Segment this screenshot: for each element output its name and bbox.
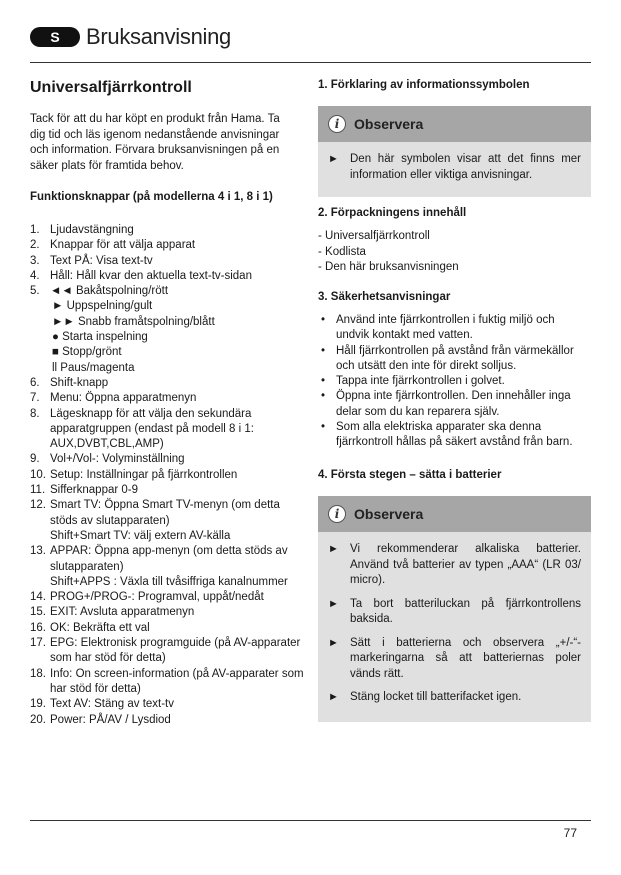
list-item (30, 452, 305, 467)
list-item (30, 667, 305, 698)
list-item (30, 254, 305, 269)
item-text: Håll: Håll kvar den aktuella text-tv-sidan (50, 269, 252, 282)
note-item (328, 152, 581, 183)
item-number: 15. (30, 606, 46, 619)
section-1-title: 1. Förklaring av informationssymbolen (318, 79, 530, 91)
list-item (30, 284, 305, 376)
section-2-title: 2. Förpackningens innehåll (318, 207, 467, 219)
note-text: Ta bort batteriluckan på fjärrkontrollens baksida. (350, 597, 581, 625)
arrow-icon: ► (328, 636, 339, 649)
list-item (30, 605, 305, 620)
safety-item: • Använd inte fjärrkontrollen i fuktig miljö och undvik kontakt med vatten. (318, 313, 591, 344)
item-number: 17. (30, 637, 46, 650)
note-box-1 (318, 106, 591, 197)
item-text: ► Uppspelning/gult (52, 300, 153, 313)
list-item (30, 697, 305, 712)
language-badge: S (30, 27, 80, 47)
item-text: Text PÅ: Visa text-tv (50, 254, 153, 267)
item-text: Smart TV: Öppna Smart TV-menyn (om detta stöds av slutapparaten) (50, 499, 280, 527)
list-item (30, 483, 305, 498)
list-item (30, 544, 305, 590)
list-item (30, 269, 305, 284)
item-text: Text AV: Stäng av text-tv (50, 698, 175, 711)
list-item (30, 376, 305, 391)
list-item (30, 407, 305, 453)
item-text: Info: On screen-information (på AV-apparater som har stöd för detta) (50, 667, 304, 695)
item-text: OK: Bekräfta ett val (50, 621, 150, 634)
list-item (30, 391, 305, 406)
arrow-icon: ► (328, 153, 339, 165)
page-number: 77 (563, 826, 577, 840)
safety-list (318, 313, 591, 451)
item-number: 1. (30, 224, 40, 236)
item-number: 4. (30, 269, 40, 282)
note-box-2-header (318, 496, 591, 532)
item-number: 14. (30, 591, 46, 604)
contents-item: - Kodlista (318, 245, 366, 258)
note-item (328, 690, 581, 706)
item-text: Vol+/Vol-: Volyminställning (50, 453, 185, 466)
item-number: 16. (30, 621, 46, 634)
item-text: EXIT: Avsluta apparatmenyn (50, 606, 195, 619)
item-text: Lägesknapp för att välja den sekundära apparatgruppen (endast på modell 8 i 1: AUX,DVBT,CBL,AMP) (50, 407, 254, 451)
header-rule (30, 62, 591, 63)
package-contents-list (318, 229, 591, 276)
item-text: Ljudavstängning (50, 224, 134, 236)
item-number: 9. (30, 453, 40, 466)
safety-item: • Håll fjärrkontrollen på avstånd från värmekällor och utsätt den inte för direkt solljus. (318, 344, 591, 375)
list-item (30, 713, 305, 728)
item-text: Power: PÅ/AV / Lysdiod (50, 713, 171, 726)
note-box-1-header (318, 106, 591, 142)
function-list (30, 223, 305, 728)
note-box-1-body (318, 142, 591, 197)
item-text: Menu: Öppna apparatmenyn (50, 392, 197, 405)
arrow-icon: ► (328, 691, 339, 703)
arrow-icon: ► (328, 597, 339, 610)
item-text: ll Paus/magenta (52, 361, 135, 374)
header-title: Bruksanvisning (86, 24, 231, 49)
item-number: 20. (30, 713, 46, 726)
note-item (328, 542, 581, 589)
item-text: Knappar för att välja apparat (50, 239, 196, 252)
note-text: Den här symbolen visar att det finns mer information eller viktiga anvisningar. (350, 153, 581, 181)
list-item (30, 223, 305, 238)
note-box-1-title: Observera (354, 116, 424, 132)
contents-item: - Universalfjärrkontroll (318, 230, 430, 242)
list-item (30, 590, 305, 605)
item-text: EPG: Elektronisk programguide (på AV-apparater som har stöd för detta) (50, 637, 301, 665)
list-item (30, 498, 305, 544)
list-item (30, 636, 305, 667)
item-number: 18. (30, 667, 46, 680)
section-3-title: 3. Säkerhetsanvisningar (318, 291, 451, 303)
item-text: APPAR: Öppna app-menyn (om detta stöds av slutapparaten) (50, 545, 288, 573)
item-text: ◄◄ Bakåtspolning/rött (50, 285, 169, 298)
item-number: 11. (30, 484, 46, 497)
info-icon: i (328, 115, 346, 133)
item-number: 8. (30, 407, 40, 420)
list-item (30, 621, 305, 636)
item-text: Setup: Inställningar på fjärrkontrollen (50, 468, 238, 481)
note-text: Sätt i batterierna och observera „+/-“-markeringarna så att batteriernas poler vänds rätt. (350, 636, 581, 680)
item-text: PROG+/PROG-: Programval, uppåt/nedåt (50, 591, 264, 604)
arrow-icon: ► (328, 543, 339, 555)
item-text: Shift+Smart TV: välj extern AV-källa (50, 529, 231, 542)
note-box-2 (318, 496, 591, 722)
safety-item: • Som alla elektriska apparater ska denna fjärrkontroll hållas på säkert avstånd från barn. (318, 420, 591, 451)
section-4-title: 4. Första stegen – sätta i batterier (318, 469, 502, 481)
item-number: 10. (30, 468, 46, 481)
safety-item: • Öppna inte fjärrkontrollen. Den innehåller inga delar som du kan reparera själv. (318, 389, 591, 420)
item-text: Shift+APPS : Växla till tvåsiffriga kanalnummer (50, 575, 288, 588)
item-number: 12. (30, 499, 46, 512)
info-icon: i (328, 505, 346, 523)
item-number: 2. (30, 239, 40, 252)
item-number: 7. (30, 392, 40, 405)
item-text: ■ Stopp/grönt (52, 346, 122, 359)
contents-item: - Den här bruksanvisningen (318, 261, 459, 273)
item-number: 13. (30, 545, 46, 558)
item-number: 6. (30, 376, 40, 389)
item-text: Shift-knapp (50, 376, 109, 389)
item-number: 19. (30, 698, 46, 711)
note-item (328, 636, 581, 683)
note-box-2-title: Observera (354, 506, 424, 522)
list-item (30, 238, 305, 253)
safety-item: • Tappa inte fjärrkontrollen i golvet. (318, 374, 591, 389)
note-box-2-body (318, 532, 591, 722)
list-item (30, 468, 305, 483)
intro-paragraph: Tack för att du har köpt en produkt från Hama. Ta dig tid och läs igenom nedanstående anvisningar och information. Förvara bruksanvisningen på en säker plats för framtida behov. (30, 113, 280, 172)
note-text: Vi rekommenderar alkaliska batterier. Använd två batterier av typen „AAA“ (LR 03/ micro). (350, 543, 581, 586)
note-text: Stäng locket till batterifacket igen. (350, 691, 522, 703)
item-number: 3. (30, 254, 40, 267)
note-item (328, 597, 581, 628)
item-text: ● Starta inspelning (52, 331, 148, 344)
footer-rule (30, 820, 591, 821)
functions-heading: Funktionsknappar (på modellerna 4 i 1, 8 i 1) (30, 191, 273, 203)
page-title: Universalfjärrkontroll (30, 79, 192, 96)
item-text: ►► Snabb framåtspolning/blått (52, 315, 215, 328)
item-text: Sifferknappar 0-9 (50, 484, 139, 497)
item-number: 5. (30, 285, 40, 298)
